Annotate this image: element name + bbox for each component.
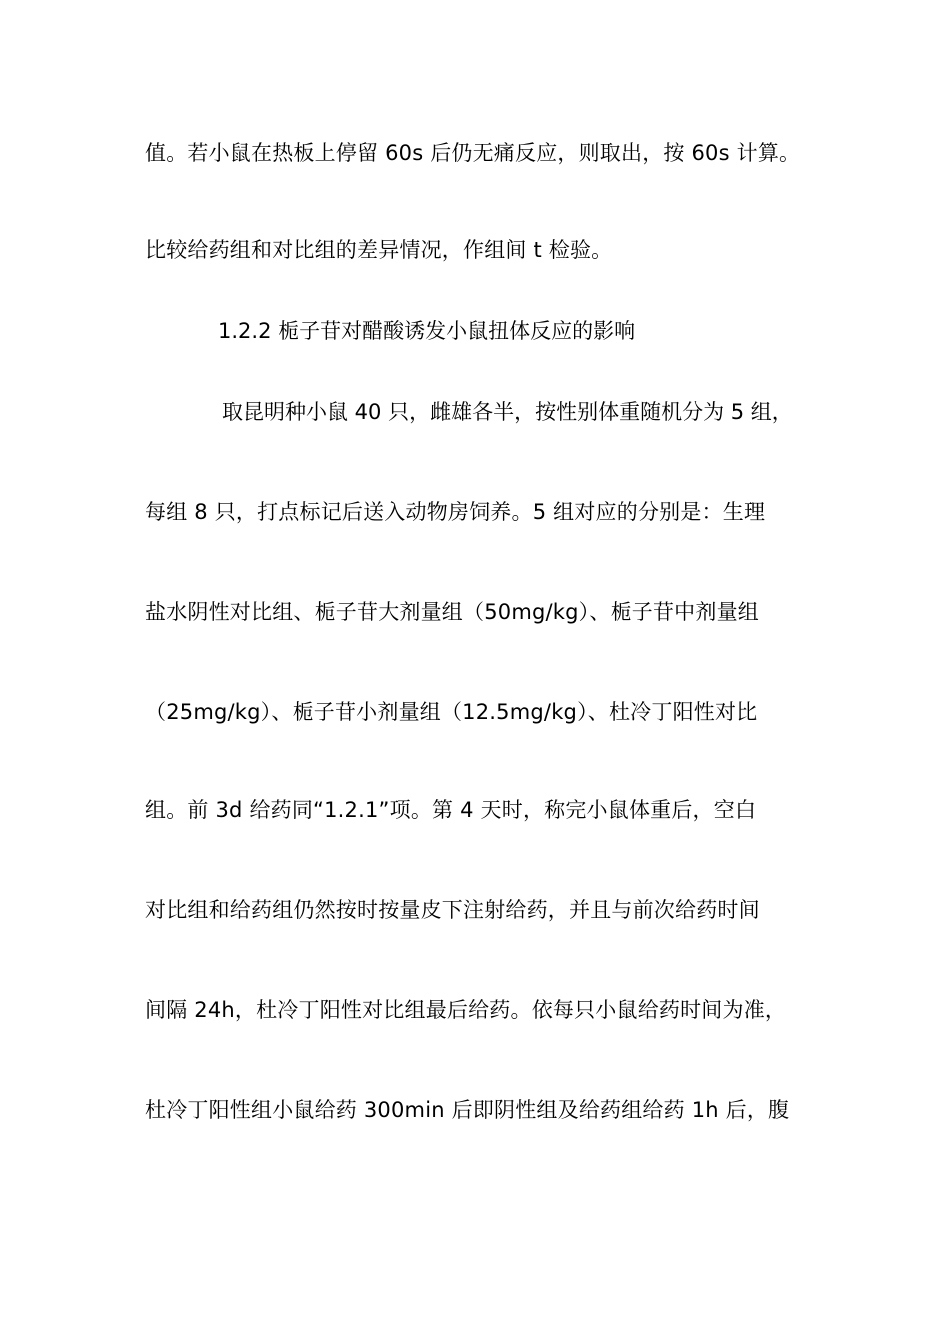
paragraph-first-line: 取昆明种小鼠 40 只，雌雄各半，按性别体重随机分为 5 组， — [222, 400, 793, 424]
text-line: 盐水阴性对比组、栀子苷大剂量组（50mg/kg）、栀子苷中剂量组 — [145, 600, 759, 624]
text-line: 每组 8 只，打点标记后送入动物房饲养。5 组对应的分别是：生理 — [145, 500, 766, 524]
section-heading: 1.2.2 栀子苷对醋酸诱发小鼠扭体反应的影响 — [218, 319, 636, 343]
text-line: （25mg/kg）、栀子苷小剂量组（12.5mg/kg）、杜冷丁阳性对比 — [145, 700, 758, 724]
text-line: 间隔 24h，杜冷丁阳性对比组最后给药。依每只小鼠给药时间为准， — [145, 998, 787, 1022]
text-line: 组。前 3d 给药同“1.2.1”项。第 4 天时，称完小鼠体重后，空白 — [145, 798, 757, 822]
text-line: 值。若小鼠在热板上停留 60s 后仍无痛反应，则取出，按 60s 计算。 — [145, 141, 801, 165]
text-line: 对比组和给药组仍然按时按量皮下注射给药，并且与前次给药时间 — [145, 898, 760, 922]
text-line: 比较给药组和对比组的差异情况，作组间 t 检验。 — [145, 238, 613, 262]
text-line: 杜冷丁阳性组小鼠给药 300min 后即阴性组及给药组给药 1h 后，腹 — [145, 1098, 790, 1122]
